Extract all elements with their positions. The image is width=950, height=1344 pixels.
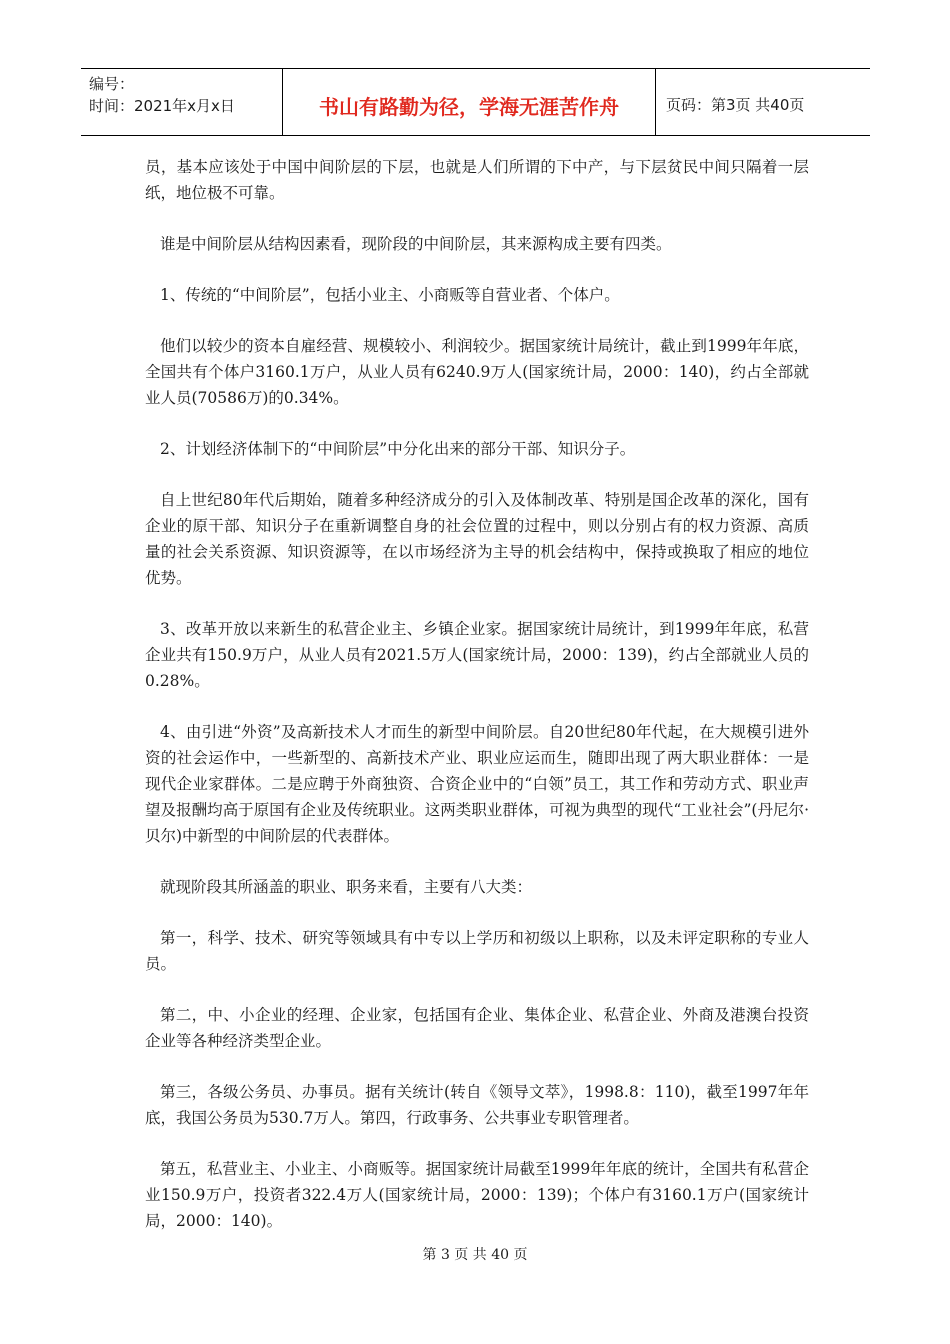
paragraph: 员，基本应该处于中国中间阶层的下层，也就是人们所谓的下中产，与下层贫民中间只隔着一层纸，地位极不可靠。 (145, 158, 809, 202)
document-body (145, 154, 809, 1259)
paragraph: 就现阶段其所涵盖的职业、职务来看，主要有八大类： (160, 878, 533, 896)
paragraph: 第三，各级公务员、办事员。据有关统计(转自《领导文萃》，1998.8：110)，截至1997年年底，我国公务员为530.7万人。第四，行政事务、公共事业专职管理者。 (145, 1083, 809, 1127)
paragraph: 1、传统的“中间阶层”，包括小业主、小商贩等自营业者、个体户。 (160, 286, 620, 304)
paragraph: 2、计划经济体制下的“中间阶层”中分化出来的部分干部、知识分子。 (160, 440, 636, 458)
paragraph: 第五，私营业主、小业主、小商贩等。据国家统计局截至1999年年底的统计，全国共有私营企业150.9万户，投资者322.4万人(国家统计局，2000：139)；个体户有3160.1万户(国家统计局，2000：140)。 (145, 1160, 809, 1230)
paragraph: 3、改革开放以来新生的私营企业主、乡镇企业家。据国家统计局统计，到1999年年底，私营企业共有150.9万户，从业人员有2021.5万人(国家统计局，2000：139)，约占全部就业人员的0.28%。 (145, 620, 809, 690)
date-label: 时间：2021年x月x日 (89, 97, 235, 115)
header-meta (81, 69, 282, 135)
document-header (81, 68, 870, 136)
paragraph: 他们以较少的资本自雇经营、规模较小、利润较少。据国家统计局统计，截止到1999年年底，全国共有个体户3160.1万户，从业人员有6240.9万人(国家统计局，2000：140)，约占全部就业人员(70586万)的0.34%。 (145, 337, 809, 407)
paragraph: 谁是中间阶层从结构因素看，现阶段的中间阶层，其来源构成主要有四类。 (160, 235, 672, 253)
paragraph: 4、由引进“外资”及高新技术人才而生的新型中间阶层。自20世纪80年代起，在大规模引进外资的社会运作中，一些新型的、高新技术产业、职业应运而生，随即出现了两大职业群体：一是现代企业家群体。二是应聘于外商独资、合资企业中的“白领”员工，其工作和劳动方式、职业声望及报酬均高于原国有企业及传统职业。这两类职业群体，可视为典型的现代“工业社会”(丹尼尔·贝尔)中新型的中间阶层的代表群体。 (145, 723, 809, 845)
header-motto: 书山有路勤为径，学海无涯苦作舟 (282, 69, 656, 135)
paragraph: 第一，科学、技术、研究等领域具有中专以上学历和初级以上职称，以及未评定职称的专业人员。 (145, 929, 809, 973)
paragraph: 第二，中、小企业的经理、企业家，包括国有企业、集体企业、私营企业、外商及港澳台投资企业等各种经济类型企业。 (145, 1006, 809, 1050)
paragraph: 自上世纪80年代后期始，随着多种经济成分的引入及体制改革、特别是国企改革的深化，国有企业的原干部、知识分子在重新调整自身的社会位置的过程中，则以分别占有的权力资源、高质量的社会关系资源、知识资源等，在以市场经济为主导的机会结构中，保持或换取了相应的地位优势。 (145, 491, 809, 587)
number-label: 编号： (89, 75, 135, 93)
page-footer: 第 3 页 共 40 页 (422, 1247, 528, 1263)
header-page-info: 页码：第3页 共40页 (666, 95, 805, 114)
